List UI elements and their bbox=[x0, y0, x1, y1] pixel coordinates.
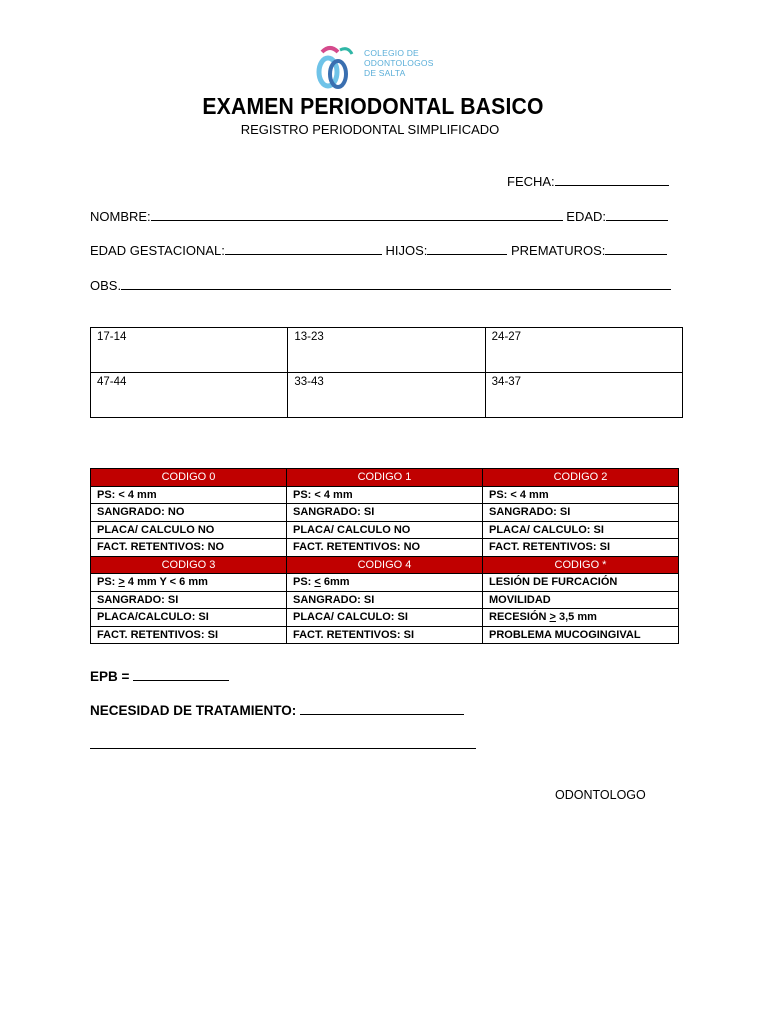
table-row bbox=[91, 539, 679, 557]
table-row bbox=[91, 574, 679, 592]
hijos-line[interactable] bbox=[427, 243, 507, 255]
necesidad-field[interactable] bbox=[90, 703, 464, 718]
prematuros-line[interactable] bbox=[605, 243, 667, 255]
gte-symbol: > bbox=[549, 611, 556, 624]
obs-field[interactable] bbox=[90, 278, 671, 293]
obs-line[interactable] bbox=[121, 278, 671, 290]
sextant-cell[interactable]: 24-27 bbox=[485, 328, 682, 373]
fecha-line[interactable] bbox=[555, 174, 669, 186]
logo-line-2: ODONTOLOGOS bbox=[364, 58, 434, 68]
code-cell: PROBLEMA MUCOGINGIVAL bbox=[483, 626, 679, 644]
code-cell: PS: < 4 mm bbox=[483, 486, 679, 504]
code-cell: MOVILIDAD bbox=[483, 591, 679, 609]
epb-label: EPB = bbox=[90, 669, 130, 684]
code-cell: FACT. RETENTIVOS: SI bbox=[91, 626, 287, 644]
sextant-cell[interactable]: 17-14 bbox=[91, 328, 288, 373]
code-header: CODIGO 1 bbox=[287, 469, 483, 487]
table-row bbox=[91, 504, 679, 522]
edad-gestacional-label: EDAD GESTACIONAL: bbox=[90, 243, 225, 258]
sextant-cell[interactable]: 33-43 bbox=[288, 373, 485, 418]
recesion-suffix: 3,5 mm bbox=[555, 611, 597, 624]
code-cell: PLACA/ CALCULO NO bbox=[287, 521, 483, 539]
code3-ps-prefix: PS: bbox=[97, 576, 119, 589]
prematuros-label: PREMATUROS: bbox=[511, 243, 606, 258]
code-cell: FACT. RETENTIVOS: NO bbox=[91, 539, 287, 557]
grid-row-upper bbox=[91, 328, 683, 373]
table-row bbox=[91, 591, 679, 609]
table-row bbox=[91, 521, 679, 539]
codes-table bbox=[90, 468, 679, 644]
fecha-label: FECHA: bbox=[507, 174, 555, 189]
epb-field[interactable] bbox=[90, 669, 229, 684]
code3-ps-suffix: 4 mm Y < 6 mm bbox=[124, 576, 208, 589]
necesidad-line[interactable] bbox=[300, 704, 464, 715]
page-title: EXAMEN PERIODONTAL BASICO bbox=[202, 93, 544, 119]
code-cell: SANGRADO: SI bbox=[287, 591, 483, 609]
table-row bbox=[91, 609, 679, 627]
odontologo-signature-label: ODONTOLOGO bbox=[555, 788, 646, 802]
code-cell: PLACA/CALCULO: SI bbox=[91, 609, 287, 627]
necesidad-label: NECESIDAD DE TRATAMIENTO: bbox=[90, 703, 297, 718]
code-cell: SANGRADO: NO bbox=[91, 504, 287, 522]
code-header: CODIGO 3 bbox=[91, 556, 287, 574]
grid-row-lower bbox=[91, 373, 683, 418]
code4-ps-prefix: PS: bbox=[293, 576, 315, 589]
obs-label: OBS. bbox=[90, 278, 122, 293]
nombre-field[interactable] bbox=[90, 209, 668, 224]
code-cell: SANGRADO: SI bbox=[91, 591, 287, 609]
code-cell: PLACA/ CALCULO: SI bbox=[287, 609, 483, 627]
logo-line-3: DE SALTA bbox=[364, 68, 406, 78]
hijos-label: HIJOS: bbox=[385, 243, 428, 258]
codes-header-row bbox=[91, 469, 679, 487]
code-header: CODIGO 0 bbox=[91, 469, 287, 487]
lte-symbol: < bbox=[314, 576, 321, 589]
necesidad-continuation-line[interactable] bbox=[90, 738, 476, 749]
code-header: CODIGO 2 bbox=[483, 469, 679, 487]
code-header: CODIGO * bbox=[483, 556, 679, 574]
code-cell: SANGRADO: SI bbox=[287, 504, 483, 522]
gte-symbol: > bbox=[118, 576, 125, 589]
page-subtitle: REGISTRO PERIODONTAL SIMPLIFICADO bbox=[240, 122, 500, 137]
recesion-prefix: RECESIÓN bbox=[489, 611, 550, 624]
code-header: CODIGO 4 bbox=[287, 556, 483, 574]
nombre-label: NOMBRE: bbox=[90, 209, 151, 224]
code-cell bbox=[483, 609, 679, 627]
code-cell: PLACA/ CALCULO NO bbox=[91, 521, 287, 539]
epb-line[interactable] bbox=[133, 670, 229, 681]
code-cell: FACT. RETENTIVOS: SI bbox=[483, 539, 679, 557]
college-logo bbox=[308, 42, 458, 92]
tooth-swirl-icon bbox=[308, 42, 364, 92]
code-cell bbox=[287, 574, 483, 592]
code-cell: FACT. RETENTIVOS: SI bbox=[287, 626, 483, 644]
code-cell bbox=[91, 574, 287, 592]
code-cell: LESIÓN DE FURCACIÓN bbox=[483, 574, 679, 592]
code-cell: PS: < 4 mm bbox=[91, 486, 287, 504]
sextant-grid bbox=[90, 327, 683, 418]
edad-label: EDAD: bbox=[566, 209, 607, 224]
edad-gestacional-line[interactable] bbox=[225, 243, 382, 255]
codes-header-row bbox=[91, 556, 679, 574]
logo-line-1: COLEGIO DE bbox=[364, 48, 419, 58]
table-row bbox=[91, 626, 679, 644]
code-cell: PLACA/ CALCULO: SI bbox=[483, 521, 679, 539]
nombre-line[interactable] bbox=[151, 209, 563, 221]
code4-ps-suffix: 6mm bbox=[320, 576, 350, 589]
sextant-cell[interactable]: 34-37 bbox=[485, 373, 682, 418]
code-cell: PS: < 4 mm bbox=[287, 486, 483, 504]
sextant-cell[interactable]: 47-44 bbox=[91, 373, 288, 418]
code-cell: SANGRADO: SI bbox=[483, 504, 679, 522]
sextant-cell[interactable]: 13-23 bbox=[288, 328, 485, 373]
edad-line[interactable] bbox=[606, 209, 668, 221]
table-row bbox=[91, 486, 679, 504]
code-cell: FACT. RETENTIVOS: NO bbox=[287, 539, 483, 557]
fecha-field[interactable] bbox=[507, 174, 669, 189]
gestacional-field[interactable] bbox=[90, 243, 667, 258]
